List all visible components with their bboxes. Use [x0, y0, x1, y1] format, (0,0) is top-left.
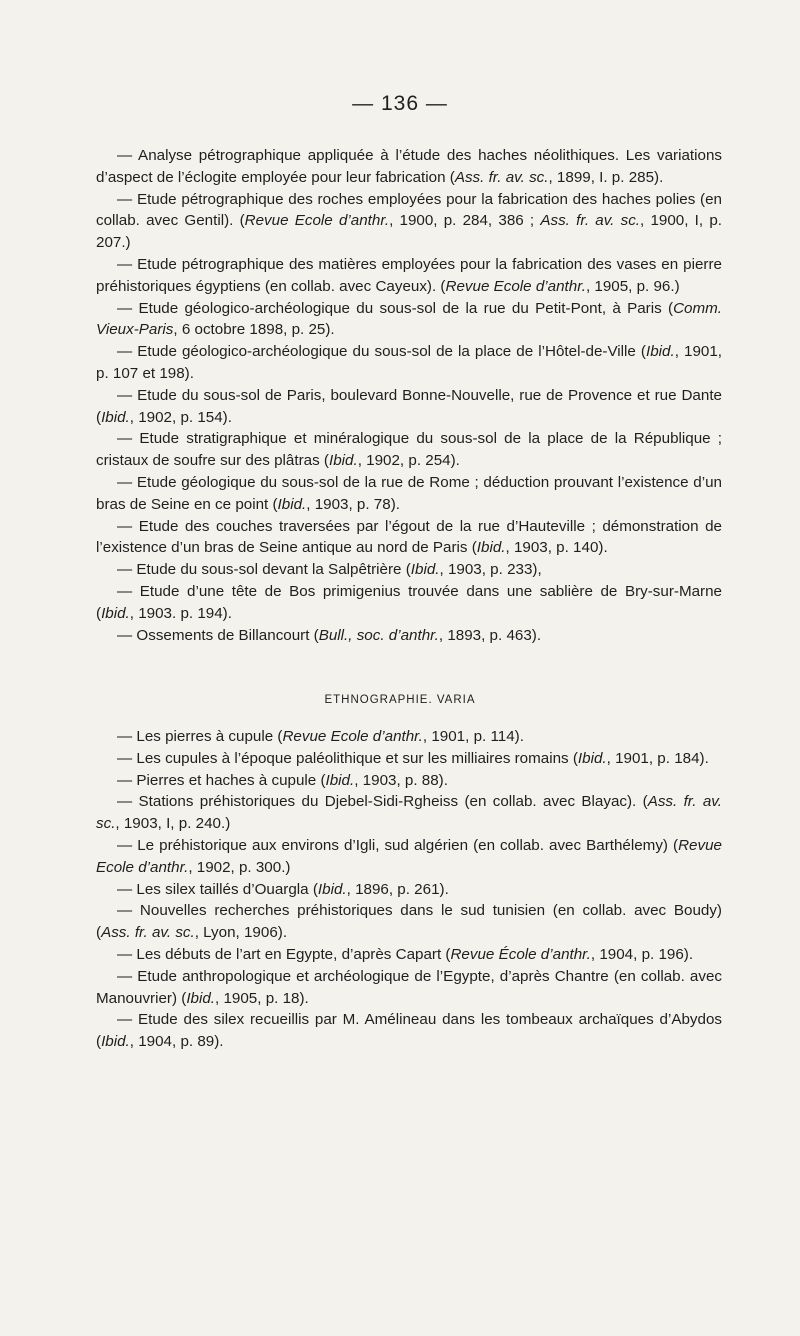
bibliography-entry — [96, 581, 722, 625]
bibliography-entry — [96, 385, 722, 429]
bibliography-entry — [96, 944, 722, 966]
entry-text: , 1901, p. 114). — [422, 728, 524, 745]
entry-reference: Revue École d’anthr. — [450, 945, 591, 963]
entry-text: — Etude pétrographique des roches employées pour la fabrication des haches polies (en collab. avec Gentil). ( — [96, 190, 722, 230]
bibliography-list-ethnography — [96, 726, 722, 1053]
entry-text: — Etude pétrographique des matières employées pour la fabrication des vases en pierre préhistoriques égyptiens (en collab. avec Cayeux). ( — [96, 255, 722, 295]
entry-text: , 1902, p. 154). — [129, 408, 232, 426]
entry-text: — Etude anthropologique et archéologique de l’Egypte, d’après Chantre (en collab. avec Manouvrier) ( — [96, 967, 722, 1007]
bibliography-entry — [96, 428, 722, 472]
entry-reference: Ass. fr. av. sc. — [540, 212, 641, 230]
entry-reference: Ibid. — [577, 749, 607, 767]
entry-reference: Ibid. — [646, 343, 675, 361]
bibliography-entry — [96, 966, 722, 1010]
entry-text: , 1900, I, p. 207.) — [96, 212, 722, 252]
entry-text: — Etude du sous-sol devant la Salpêtrière ( — [117, 561, 411, 579]
bibliography-entry — [96, 254, 722, 298]
entry-reference: Comm. Vieux-Paris — [96, 299, 722, 339]
entry-reference: Ass. fr. av. sc. — [454, 168, 549, 186]
entry-text: , 1903, p. 88). — [354, 771, 448, 789]
entry-text: , 1899, I. p. 285). — [548, 168, 664, 186]
entry-text: , 1902, p. 300.) — [188, 858, 291, 876]
entry-text: , 1901, p. 184). — [606, 749, 709, 767]
entry-text: — Etude d’une tête de Bos primigenius trouvée dans une sablière de Bry-sur-Marne ( — [96, 582, 722, 622]
entry-text: , 1903, I, p. 240.) — [115, 815, 231, 833]
entry-text: — Stations préhistoriques du Djebel-Sidi-Rgheiss (en collab. avec Blayac). ( — [117, 793, 648, 811]
entry-reference: Bull., soc. d’anthr. — [318, 626, 439, 644]
entry-text: , 1896, p. 261). — [346, 880, 449, 898]
entry-text: — Etude du sous-sol de Paris, boulevard Bonne-Nouvelle, rue de Provence et rue Dante ( — [96, 386, 722, 426]
entry-text: , 6 octobre 1898, p. 25). — [173, 321, 335, 339]
entry-text: — Etude des silex recueillis par M. Amélineau dans les tombeaux archaïques d’Abydos ( — [96, 1011, 722, 1051]
entry-text: , 1904, p. 196). — [590, 945, 694, 963]
bibliography-entry — [96, 900, 722, 944]
bibliography-entry — [96, 145, 722, 189]
entry-text: — Etude géologico-archéologique du sous-sol de la rue du Petit-Pont, à Paris ( — [117, 299, 674, 317]
entry-text: — Le préhistorique aux environs d’Igli, sud algérien (en collab. avec Barthélemy) ( — [117, 836, 679, 854]
entry-reference: Ibid. — [325, 771, 355, 789]
entry-text: — Etude des couches traversées par l’égout de la rue d’Hauteville ; démonstration de l’existence d’un bras de Seine antique au nord de Paris ( — [96, 517, 722, 557]
entry-reference: Ibid. — [328, 452, 358, 470]
entry-text: — Analyse pétrographique appliquée à l’étude des haches néolithiques. Les variations d’aspect de l’éclogite employée pour leur fabrication ( — [96, 147, 722, 186]
entry-text: — Les cupules à l’époque paléolithique et sur les milliaires romains ( — [117, 749, 578, 767]
entry-text: — Ossements de Billancourt ( — [117, 626, 319, 644]
entry-text: , 1903, p. 233), — [439, 561, 542, 579]
bibliography-entry — [96, 726, 722, 748]
bibliography-entry — [96, 879, 722, 901]
entry-reference: Ibid. — [410, 561, 440, 579]
bibliography-entry — [96, 1009, 722, 1053]
entry-text: — Etude géologico-archéologique du sous-sol de la place de l’Hôtel-de-Ville ( — [117, 343, 646, 361]
bibliography-entry — [96, 472, 722, 516]
bibliography-entry — [96, 559, 722, 581]
entry-reference: Ibid. — [101, 408, 130, 426]
entry-text: , 1903. p. 194). — [129, 604, 232, 622]
entry-text: — Etude stratigraphique et minéralogique du sous-sol de la place de la République ; cristaux de soufre sur des plâtras ( — [96, 430, 722, 470]
entry-text: — Pierres et haches à cupule ( — [117, 771, 326, 789]
bibliography-entry — [96, 625, 722, 647]
entry-text: , 1893, p. 463). — [438, 626, 542, 644]
entry-text: , 1901, p. 107 et 198). — [96, 343, 723, 382]
entry-text: — Les silex taillés d’Ouargla ( — [117, 880, 318, 898]
entry-text: — Nouvelles recherches préhistoriques dans le sud tunisien (en collab. avec Boudy) ( — [96, 902, 722, 942]
entry-text: , 1905, p. 96.) — [585, 277, 680, 295]
bibliography-entry — [96, 189, 722, 254]
bibliography-entry — [96, 835, 722, 879]
bibliography-entry — [96, 341, 722, 385]
bibliography-entry — [96, 516, 722, 560]
entry-text: , 1904, p. 89). — [129, 1033, 224, 1051]
bibliography-entry — [96, 298, 722, 342]
entry-reference: Ibid. — [101, 604, 130, 622]
entry-reference: Revue Ecole d’anthr. — [445, 277, 586, 295]
bibliography-list-geology — [96, 145, 722, 646]
section-heading: ETHNOGRAPHIE. VARIA — [324, 694, 476, 706]
entry-text: , 1905, p. 18). — [215, 989, 309, 1007]
entry-reference: Ass. fr. av. sc. — [96, 793, 722, 833]
bibliography-entry — [96, 748, 722, 770]
entry-reference: Ass. fr. av. sc. — [101, 924, 195, 942]
entry-reference: Ibid. — [476, 539, 506, 557]
entry-reference: Ibid. — [186, 989, 216, 1007]
entry-text: , 1902, p. 254). — [357, 452, 460, 470]
entry-reference: Revue Ecole d’anthr. — [282, 728, 423, 745]
entry-reference: Revue Ecole d’anthr. — [244, 212, 390, 230]
entry-text: — Les pierres à cupule ( — [117, 728, 283, 745]
entry-text: — Etude géologique du sous-sol de la rue de Rome ; déduction prouvant l’existence d’un bras de Seine en ce point ( — [96, 473, 722, 513]
bibliography-entry — [96, 791, 722, 835]
entry-text: , 1903, p. 78). — [306, 495, 400, 513]
entry-reference: Ibid. — [101, 1033, 130, 1051]
entry-reference: Ibid. — [277, 495, 307, 513]
entry-text: , 1903, p. 140). — [505, 539, 608, 557]
entry-text: , Lyon, 1906). — [194, 924, 288, 942]
entry-text: — Les débuts de l’art en Egypte, d’après Capart ( — [117, 945, 451, 963]
entry-reference: Ibid. — [317, 880, 347, 898]
entry-reference: Revue Ecole d’anthr. — [96, 836, 722, 876]
bibliography-entry — [96, 770, 722, 792]
entry-text: , 1900, p. 284, 386 ; — [389, 212, 541, 230]
page-number: — 136 — — [352, 92, 448, 115]
